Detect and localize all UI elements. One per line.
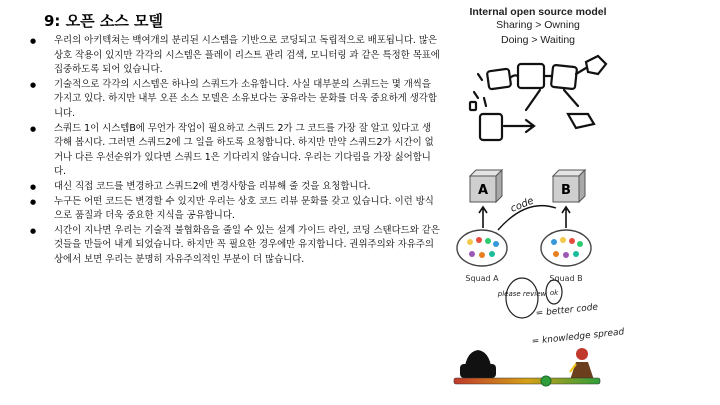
squad-b-label: Squad B <box>549 274 583 283</box>
ok-note: ok <box>549 289 559 297</box>
bullet-item: ● 시간이 지나면 우리는 기술적 불협화음을 줄일 수 있는 설계 가이드 라인, 코딩 스탠다드와 같은 것들을 만들어 내게 되었습니다. 하지만 꼭 필요한 경우에만 유지합니다. 권위주의와 자유주의 상에서 보면 우리는 분명히 자유주의적인 부분이 더 많습니다. <box>30 224 440 268</box>
box-a-label: A <box>477 183 489 198</box>
figure-title: Internal open source model <box>469 6 607 18</box>
squad-a-label: Squad A <box>465 274 499 283</box>
knowledge-spread-note: = knowledge spread <box>531 327 625 347</box>
code-arrow-icon <box>498 206 556 230</box>
better-code-note: = better code <box>535 302 599 319</box>
bullet-item: ● 기술적으로 각각의 시스템은 하나의 스쿼드가 소유합니다. 사실 대부분의 스쿼드는 몇 개씩을 가지고 있다. 하지만 내부 오픈 소스 모델은 소유보다는 공유라는 문화를 더욱 중요하게 생각합니다. <box>30 78 440 122</box>
squad-a-group <box>457 230 507 266</box>
figure-line-sharing: Sharing > Owning <box>496 19 580 31</box>
authority-liberty-spectrum-bar <box>454 378 600 384</box>
review-bubble <box>506 278 538 318</box>
code-note: code <box>509 195 536 215</box>
bullet-item: ● 누구든 어떤 코드든 변경할 수 있지만 우리는 상호 코드 리뷰 문화를 갖고 있습니다. 이런 방식으로 품질과 더욱 중요한 지식을 공유합니다. <box>30 195 440 224</box>
wizard-character-icon <box>570 348 594 380</box>
figure-line-doing: Doing > Waiting <box>500 34 576 46</box>
spectrum-marker-icon <box>541 376 551 386</box>
system-box-b <box>553 170 585 202</box>
open-source-model-figure <box>448 2 720 405</box>
please-review-note: please review <box>497 290 547 298</box>
architecture-sketch <box>470 56 606 140</box>
squad-b-group <box>541 230 591 266</box>
box-b-label: B <box>561 183 571 198</box>
slide-title: 9: 오픈 소스 모델 <box>44 12 164 30</box>
system-box-a <box>470 170 502 202</box>
dark-helmet-character-icon <box>460 350 496 378</box>
figure-drawing <box>448 2 720 405</box>
arrow-up-icon <box>562 207 570 228</box>
bullet-list <box>30 34 440 268</box>
bullet-item: ● 스쿼드 1이 시스템B에 무언가 작업이 필요하고 스쿼드 2가 그 코드를 가장 잘 알고 있다고 생각해 봅시다. 그러면 스쿼드2에 그 일을 하도록 요청합니다. 하지만 만약 스쿼드2가 시간이 없거나 다른 우선순위가 있다면 스쿼드 1은 기다리지 않습니다. 우리는 기다림을 가장 싫어합니다. <box>30 122 440 180</box>
arrow-up-icon <box>479 207 487 228</box>
bullet-item: ● 대신 직접 코드를 변경하고 스쿼드2에 변경사항을 리뷰해 줄 것을 요청합니다. <box>30 180 440 195</box>
bullet-item: ● 우리의 아키텍쳐는 백여개의 분리된 시스템을 기반으로 코딩되고 독립적으로 배포됩니다. 많은 상호 작용이 있지만 각각의 시스템은 플레이 리스트 관리 검색, 모니터링 과 같은 특정한 목표에 집중하도록 되어 있습니다. <box>30 34 440 78</box>
